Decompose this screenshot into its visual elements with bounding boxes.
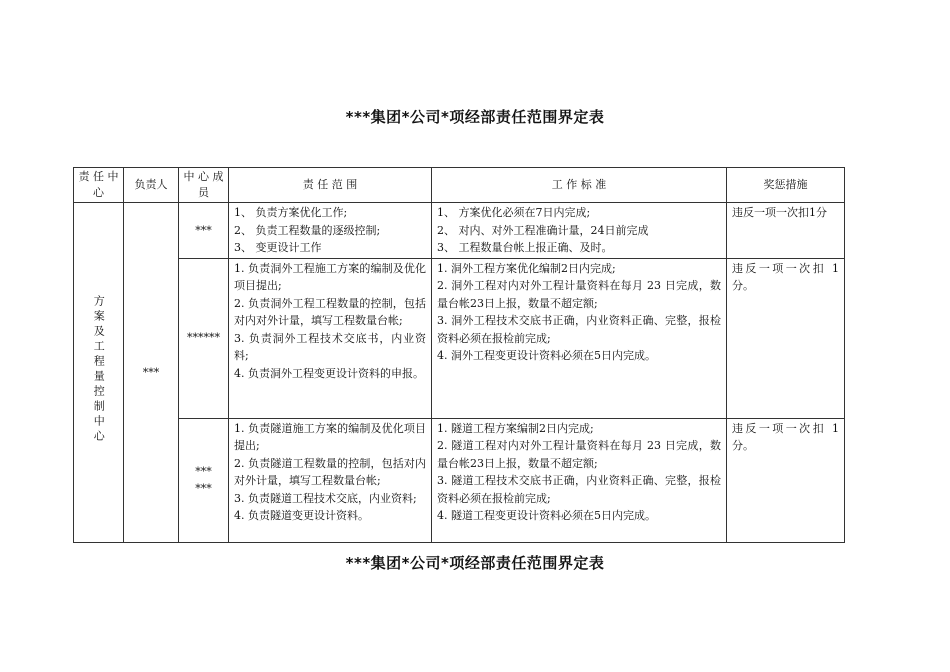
standard-cell [432, 203, 727, 259]
page-title: ***集团*公司*项经部责任范围界定表 [345, 108, 605, 126]
list-item: 1. 负责隧道施工方案的编制及优化项目提出; [234, 421, 426, 452]
list-item: 2、 负责工程数量的逐级控制; [234, 223, 381, 237]
center-cell [74, 203, 124, 543]
list-item: 4. 隧道工程变更设计资料必须在5日内完成。 [437, 509, 656, 522]
list-item: 4. 洞外工程变更设计资料必须在5日内完成。 [437, 349, 656, 362]
scope-cell [229, 418, 432, 542]
standard-cell [432, 258, 727, 418]
table-row [74, 418, 845, 542]
header-penalty: 奖惩措施 [727, 168, 845, 203]
list-item: ****** [187, 331, 220, 345]
header-row [74, 168, 845, 203]
list-item: 1. 洞外工程方案优化编制2日内完成; [437, 261, 616, 275]
members-cell [179, 258, 229, 418]
list-item: 违反一项一次扣 1 分。 [732, 261, 839, 292]
penalty-cell [727, 258, 845, 418]
members-cell [179, 418, 229, 542]
list-item: *** [195, 223, 212, 237]
list-item: 3. 负责洞外工程技术交底书，内业资料; [234, 331, 426, 362]
table-row [74, 203, 845, 259]
list-item: 3. 负责隧道工程技术交底，内业资料; [234, 491, 417, 505]
list-item: 违反一项一次扣 1 分。 [732, 421, 839, 452]
scope-cell [229, 258, 432, 418]
standard-cell [432, 418, 727, 542]
center-name: 方案及工程量控制中心 [92, 294, 106, 445]
members-cell [179, 203, 229, 259]
list-item: 4. 负责洞外工程变更设计资料的申报。 [234, 366, 424, 380]
list-item: 2. 隧道工程对内对外工程计量资料在每月 23 日完成，数量台帐23日上报，数量不超定额; [437, 439, 721, 470]
responsibility-table [73, 167, 845, 543]
header-owner: 负责人 [124, 168, 179, 203]
list-item: 4. 负责隧道变更设计资料。 [234, 509, 369, 522]
scope-cell [229, 203, 432, 259]
penalty-cell [727, 418, 845, 542]
list-item: 2. 洞外工程对内对外工程计量资料在每月 23 日完成，数量台帐23日上报，数量不超定额; [437, 279, 721, 310]
list-item: 1、 负责方案优化工作; [234, 206, 348, 219]
list-item: 2、 对内、对外工程准确计量，24日前完成 [437, 223, 649, 237]
penalty-cell [727, 203, 845, 259]
list-item: 3. 隧道工程技术交底书正确，内业资料正确、完整，报检资料必须在报检前完成; [437, 474, 721, 505]
list-item: 1. 负责洞外工程施工方案的编制及优化项目提出; [234, 261, 426, 292]
table-row [74, 258, 845, 418]
list-item: 3、 变更设计工作 [234, 241, 322, 254]
list-item: 违反一项一次扣1分 [732, 206, 827, 219]
owner-cell: *** [124, 203, 179, 543]
list-item: 2. 负责隧道工程数量的控制，包括对内对外计量，填写工程数量台帐; [234, 456, 426, 487]
list-item: 2. 负责洞外工程工程数量的控制，包括对内对外计量，填写工程数量台帐; [234, 296, 426, 327]
header-members: 中 心 成 员 [179, 168, 229, 203]
list-item: *** [195, 464, 212, 478]
page-title-repeat: ***集团*公司*项经部责任范围界定表 [345, 554, 605, 572]
header-scope: 责 任 范 围 [229, 168, 432, 203]
header-center: 责 任 中 心 [74, 168, 124, 203]
header-standard: 工 作 标 准 [432, 168, 727, 203]
list-item: 3. 洞外工程技术交底书正确，内业资料正确、完整，报检资料必须在报检前完成; [437, 314, 721, 345]
list-item: *** [195, 482, 212, 495]
list-item: 1. 隧道工程方案编制2日内完成; [437, 421, 594, 435]
list-item: 1、 方案优化必须在7日内完成; [437, 206, 591, 219]
list-item: 3、 工程数量台帐上报正确、及时。 [437, 241, 613, 254]
